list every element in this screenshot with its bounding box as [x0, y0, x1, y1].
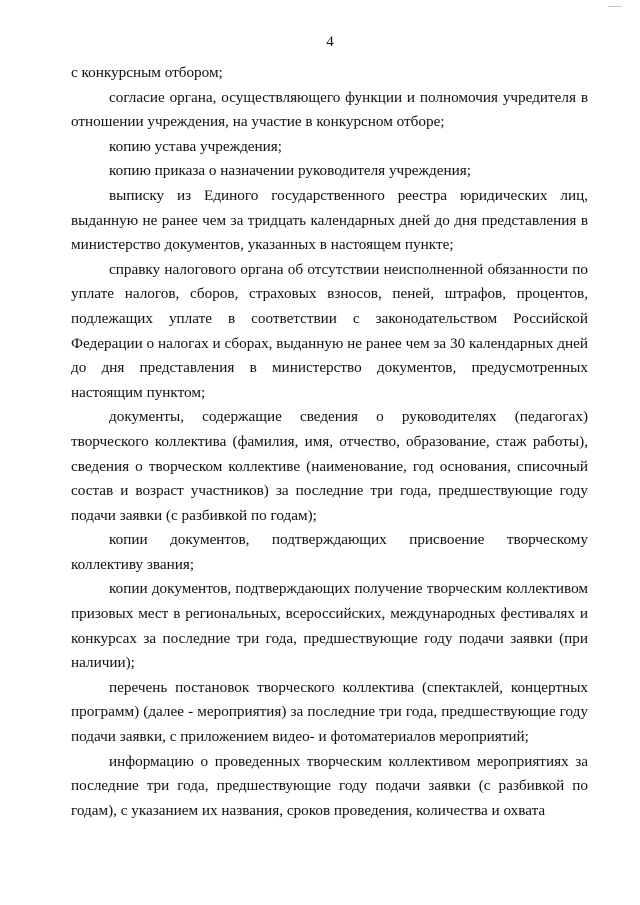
- paragraph-continuation: с конкурсным отбором;: [71, 64, 223, 81]
- paragraph-team-info: документы, содержащие сведения о руководителях (педагогах) творческого коллектива (фамилия, имя, отчество, образование, стаж работы), сведения о творческом коллективе (наименование, год основания, списочный состав и возраст участников) за последние три года, предшествующие году подачи заявки (с разбивкой по годам);: [71, 408, 588, 524]
- paragraph-charter-copy: копию устава учреждения;: [109, 137, 282, 155]
- paragraph-registry-extract: выписку из Единого государственного реестра юридических лиц, выданную не ранее чем за тридцать календарных дней до дня представления в министерство документов, указанных в настоящем пункте;: [71, 186, 588, 254]
- paragraph-title-documents: копии документов, подтверждающих присвоение творческому коллективу звания;: [71, 531, 588, 573]
- paragraph-prize-documents: копии документов, подтверждающих получение творческим коллективом призовых мест в региональных, всероссийских, международных фестивалях и конкурсах за последние три года, предшествующие году подачи заявки (при наличии);: [71, 580, 588, 672]
- paragraph-tax-certificate: справку налогового органа об отсутствии неисполненной обязанности по уплате налогов, сборов, страховых взносов, пеней, штрафов, процентов, подлежащих уплате в соответствии с законодательством Российской Федерации о налогах и сборах, выданную не ранее чем за 30 календарных дней до дня представления в министерство документов, предусмотренных настоящим пунктом;: [71, 260, 588, 401]
- paragraph-founder-consent: согласие органа, осуществляющего функции и полномочия учредителя в отношении учреждения, на участие в конкурсном отборе;: [71, 88, 588, 131]
- paragraph-events-info: информацию о проведенных творческим коллективом мероприятиях за последние три года, предшествующие году подачи заявки (с разбивкой по годам), с указанием их названия, сроков проведения, количества и охвата: [71, 752, 588, 819]
- paragraph-productions-list: перечень постановок творческого коллектива (спектаклей, концертных программ) (далее - мероприятия) за последние три года, предшествующие году подачи заявки, с приложением видео- и фотоматериалов мероприятий;: [71, 678, 588, 746]
- scan-mark: [608, 6, 622, 10]
- paragraph-director-order: копию приказа о назначении руководителя учреждения;: [109, 162, 471, 180]
- page-number: 4: [326, 34, 334, 50]
- document-body: [71, 61, 588, 823]
